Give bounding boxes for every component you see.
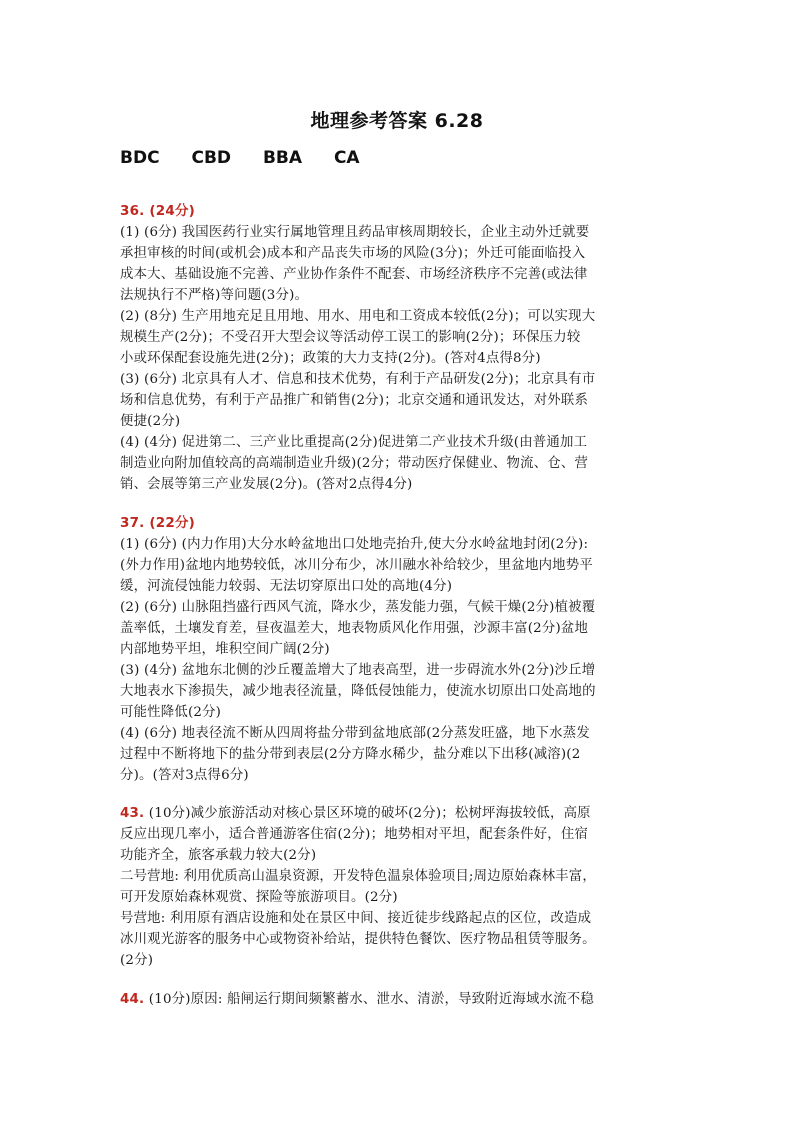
question-36 [120, 201, 680, 495]
answer-line: (4) (6分) 地表径流不断从四周将盐分带到盆地底部(2分蒸发旺盛，地下水蒸发 [120, 726, 590, 741]
choice-answers [120, 148, 386, 168]
answer-line: 二号营地: 利用优质高山温泉资源，开发特色温泉体验项目;周边原始森林丰富， [120, 869, 596, 884]
answer-line: 销、会展等第三产业发展(2分)。(答对2点得4分) [120, 477, 413, 492]
answer-line: 便捷(2分) [120, 414, 181, 429]
answer-line: 制造业向附加值较高的高端制造业升级)(2分；带动医疗保健业、物流、仓、营 [120, 456, 589, 471]
answer-line: (2) (8分) 生产用地充足且用地、用水、用电和工资成本较低(2分)；可以实现大 [120, 309, 596, 324]
answer-line: (4) (4分) 促进第二、三产业比重提高(2分)促进第二产业技术升级(由普通加工 [120, 435, 588, 450]
answer-line: 小或环保配套设施先进(2分)；政策的大力支持(2分)。(答对4点得8分) [120, 351, 541, 366]
answer-line: 可能性降低(2分) [120, 705, 222, 720]
answer-line: 分)。(答对3点得6分) [120, 768, 249, 783]
answer-line: (10分)原因: 船闸运行期间频繁蓄水、泄水、清淤，导致附近海域水流不稳 [148, 992, 594, 1007]
answer-line: 反应出现几率小，适合普通游客住宿(2分)；地势相对平坦，配套条件好，住宿 [120, 827, 589, 842]
choice-answer-group: BDC [120, 148, 160, 168]
answer-line: 可开发原始森林观赏、探险等旅游项目。(2分) [120, 890, 398, 905]
page-title: 地理参考答案 6.28 [310, 110, 484, 132]
answer-line: 过程中不断将地下的盐分带到表层(2分方降水稀少，盐分难以下出移(减溶)(2 [120, 747, 581, 762]
answer-line: 功能齐全，旅客承载力较大(2分) [120, 848, 317, 863]
question-heading: 36. (24分) [120, 203, 196, 219]
answer-line: 规模生产(2分)；不受召开大型会议等活动停工误工的影响(2分)；环保压力较 [120, 330, 581, 345]
answer-line: 成本大、基础设施不完善、产业协作条件不配套、市场经济秩序不完善(或法律 [120, 267, 588, 282]
answer-line: 冰川观光游客的服务中心或物资补给站，提供特色餐饮、医疗物品租赁等服务。 [120, 932, 596, 947]
answer-line: (2分) [120, 953, 154, 968]
question-43 [120, 803, 680, 971]
question-44 [120, 989, 680, 1010]
choice-answer-group: CBD [191, 148, 232, 168]
answer-line: (3) (4分) 盆地东北侧的沙丘覆盖增大了地表高型，进一步碍流水外(2分)沙丘增 [120, 663, 596, 678]
question-number: 43. [120, 806, 145, 821]
answer-line: 场和信息优势，有利于产品推广和销售(2分)；北京交通和通讯发达，对外联系 [120, 393, 589, 408]
question-heading: 37. (22分) [120, 515, 196, 531]
answer-line: 盖率低，土壤发育差，昼夜温差大，地表物质风化作用强，沙源丰富(2分)盆地 [120, 621, 589, 636]
question-37 [120, 513, 680, 786]
answer-line: 承担审核的时间(或机会)成本和产品丧失市场的风险(3分)；外迁可能面临投入 [120, 246, 586, 261]
answer-line: (外力作用)盆地内地势较低，冰川分布少，冰川融水补给较少，里盆地内地势平 [120, 558, 593, 573]
question-number: 44. [120, 992, 145, 1007]
answer-line: 法规执行不严格)等问题(3分)。 [120, 288, 309, 303]
answer-line: (2) (6分) 山脉阻挡盛行西风气流，降水少，蒸发能力强，气候干燥(2分)植被覆 [120, 600, 596, 615]
answer-line: (1) (6分) (内力作用)大分水岭盆地出口处地壳抬升,使大分水岭盆地封闭(2分): [120, 537, 589, 552]
answer-line: 内部地势平坦，堆积空间广阔(2分) [120, 642, 330, 657]
answer-line: 缓，河流侵蚀能力较弱、无法切穿原出口处的高地(4分) [120, 579, 453, 594]
answer-line: (1) (6分) 我国医药行业实行属地管理且药品审核周期较长，企业主动外迁就要 [120, 225, 590, 240]
answer-line: 号营地: 利用原有酒店设施和处在景区中间、接近徒步线路起点的区位，改造成 [120, 911, 592, 926]
answer-line: 大地表水下渗损失，减少地表径流量，降低侵蚀能力，使流水切原出口处高地的 [120, 684, 596, 699]
choice-answer-group: CA [333, 148, 360, 168]
answer-line: (3) (6分) 北京具有人才、信息和技术优势，有利于产品研发(2分)；北京具有市 [120, 372, 596, 387]
choice-answer-group: BBA [262, 148, 303, 168]
answer-line: (10分)减少旅游活动对核心景区环境的破坏(2分)；松树坪海拔较低，高原 [148, 806, 591, 821]
